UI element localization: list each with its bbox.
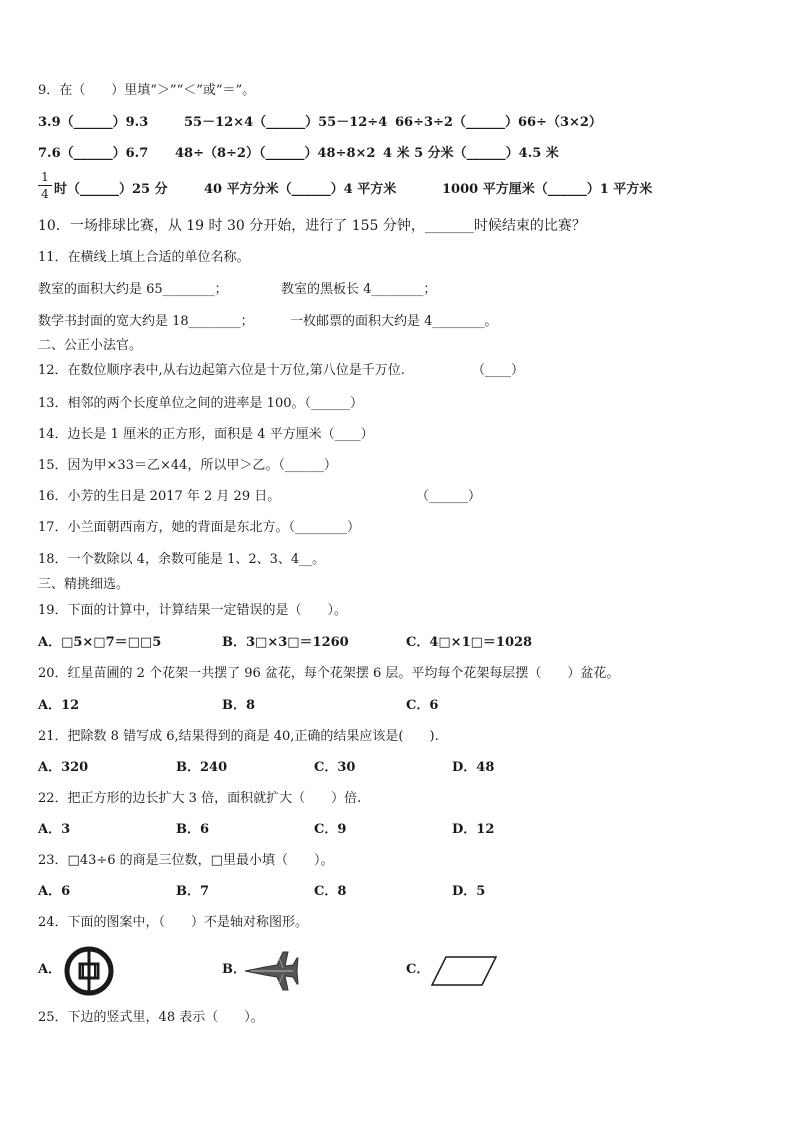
fraction-bar: [38, 185, 52, 186]
q9-row2-item2: 48÷（8÷2）（______）48÷8×2: [175, 146, 376, 161]
q9-fraction: [38, 170, 52, 201]
q16-blank: （______）: [416, 489, 482, 504]
q23-title: 23．□43÷6 的商是三位数，□里最小填（ ）。: [38, 853, 334, 868]
q22-option-a[interactable]: A．3: [38, 822, 71, 837]
q21-option-d[interactable]: D．48: [452, 760, 495, 775]
q21-option-c[interactable]: C．30: [314, 760, 356, 775]
q18: 18．一个数除以 4，余数可能是 1、2、3、4__。: [38, 552, 326, 567]
q9-row3-item3: 1000 平方厘米（______）1 平方米: [442, 182, 653, 197]
q19-option-c[interactable]: C．4□×1□＝1028: [406, 635, 533, 650]
q16: 16．小芳的生日是 2017 年 2 月 29 日。: [38, 489, 281, 504]
q9-row3-item2: 40 平方分米（______）4 平方米: [204, 182, 397, 197]
q9-row3-item1: 时（______）25 分: [54, 182, 168, 197]
q9-fraction-numerator: 1: [41, 170, 49, 184]
q17: 17．小兰面朝西南方，她的背面是东北方。（________）: [38, 520, 361, 535]
q21-title: 21．把除数 8 错写成 6,结果得到的商是 40,正确的结果应该是( ).: [38, 729, 439, 744]
q21-option-a[interactable]: A．320: [38, 760, 89, 775]
q9-row3: [54, 181, 754, 199]
q22-title: 22．把正方形的边长扩大 3 倍，面积就扩大（ ）倍.: [38, 791, 362, 806]
q23-option-a[interactable]: A．6: [38, 884, 71, 899]
q9-row1-item2: 55－12×4（______）55－12÷4: [184, 115, 388, 130]
coin-logo-icon: [63, 945, 115, 997]
q23-option-d[interactable]: D．5: [452, 884, 486, 899]
q11-a: 教室的面积大约是 65________；: [38, 282, 228, 297]
q9-row1: [38, 114, 758, 132]
q11-title: 11．在横线上填上合适的单位名称。: [38, 250, 250, 265]
q20-option-c[interactable]: C．6: [406, 698, 439, 713]
q20-option-b[interactable]: B．8: [222, 698, 256, 713]
jet-plane-icon: [243, 948, 299, 994]
q22-option-b[interactable]: B．6: [176, 822, 210, 837]
q23-option-b[interactable]: B．7: [176, 884, 210, 899]
section-2-heading: 二、公正小法官。: [38, 338, 143, 353]
q11-b: 教室的黑板长 4________；: [281, 282, 437, 297]
q24-option-b[interactable]: B．: [222, 962, 246, 977]
q21-option-b[interactable]: B．240: [176, 760, 228, 775]
q9-row2-item1: 7.6（______）6.7: [38, 146, 149, 161]
q9-fraction-denominator: 4: [41, 187, 49, 201]
q19-option-b[interactable]: B．3□×3□＝1260: [222, 635, 349, 650]
q14: 14．边长是 1 厘米的正方形，面积是 4 平方厘米（____）: [38, 427, 374, 442]
q9-row1-item1: 3.9（______）9.3: [38, 115, 149, 130]
q9-title: 9．在（ ）里填“＞”“＜”或“＝”。: [38, 83, 256, 98]
q24-option-c[interactable]: C．: [406, 962, 430, 977]
q20-option-a[interactable]: A．12: [38, 698, 80, 713]
q25: 25．下边的竖式里，48 表示（ ）。: [38, 1010, 264, 1025]
q19-title: 19．下面的计算中，计算结果一定错误的是（ ）。: [38, 603, 348, 618]
q22-option-d[interactable]: D．12: [452, 822, 495, 837]
q9-row2-item3: 4 米 5 分米（______）4.5 米: [383, 146, 559, 161]
q19-option-a[interactable]: A．□5×□7＝□□5: [38, 635, 162, 650]
q11-d: 一枚邮票的面积大约是 4________。: [290, 314, 498, 329]
q20-title: 20．红星苗圃的 2 个花架一共摆了 96 盆花，每个花架摆 6 层。平均每个花架每层摆（ ）盆花。: [38, 666, 620, 681]
q12: 12．在数位顺序表中,从右边起第六位是十万位,第八位是千万位.: [38, 363, 405, 378]
q11-c: 数学书封面的宽大约是 18________；: [38, 314, 254, 329]
q23-option-c[interactable]: C．8: [314, 884, 347, 899]
q10: 10．一场排球比赛，从 19 时 30 分开始，进行了 155 分钟，_______时候结束的比赛？: [38, 218, 586, 234]
q12-blank: （____）: [472, 363, 525, 378]
parallelogram-icon: [430, 955, 500, 987]
q24-option-a[interactable]: A．: [38, 962, 62, 977]
section-3-heading: 三、精挑细选。: [38, 577, 130, 592]
q13: 13．相邻的两个长度单位之间的进率是 100。（______）: [38, 396, 363, 411]
q15: 15．因为甲×33＝乙×44，所以甲＞乙。（______）: [38, 458, 337, 473]
q9-row2: [38, 145, 758, 163]
q22-option-c[interactable]: C．9: [314, 822, 347, 837]
q24-title: 24．下面的图案中，（ ）不是轴对称图形。: [38, 915, 309, 930]
q9-row1-item3: 66÷3÷2（______）66÷（3×2）: [395, 115, 602, 130]
